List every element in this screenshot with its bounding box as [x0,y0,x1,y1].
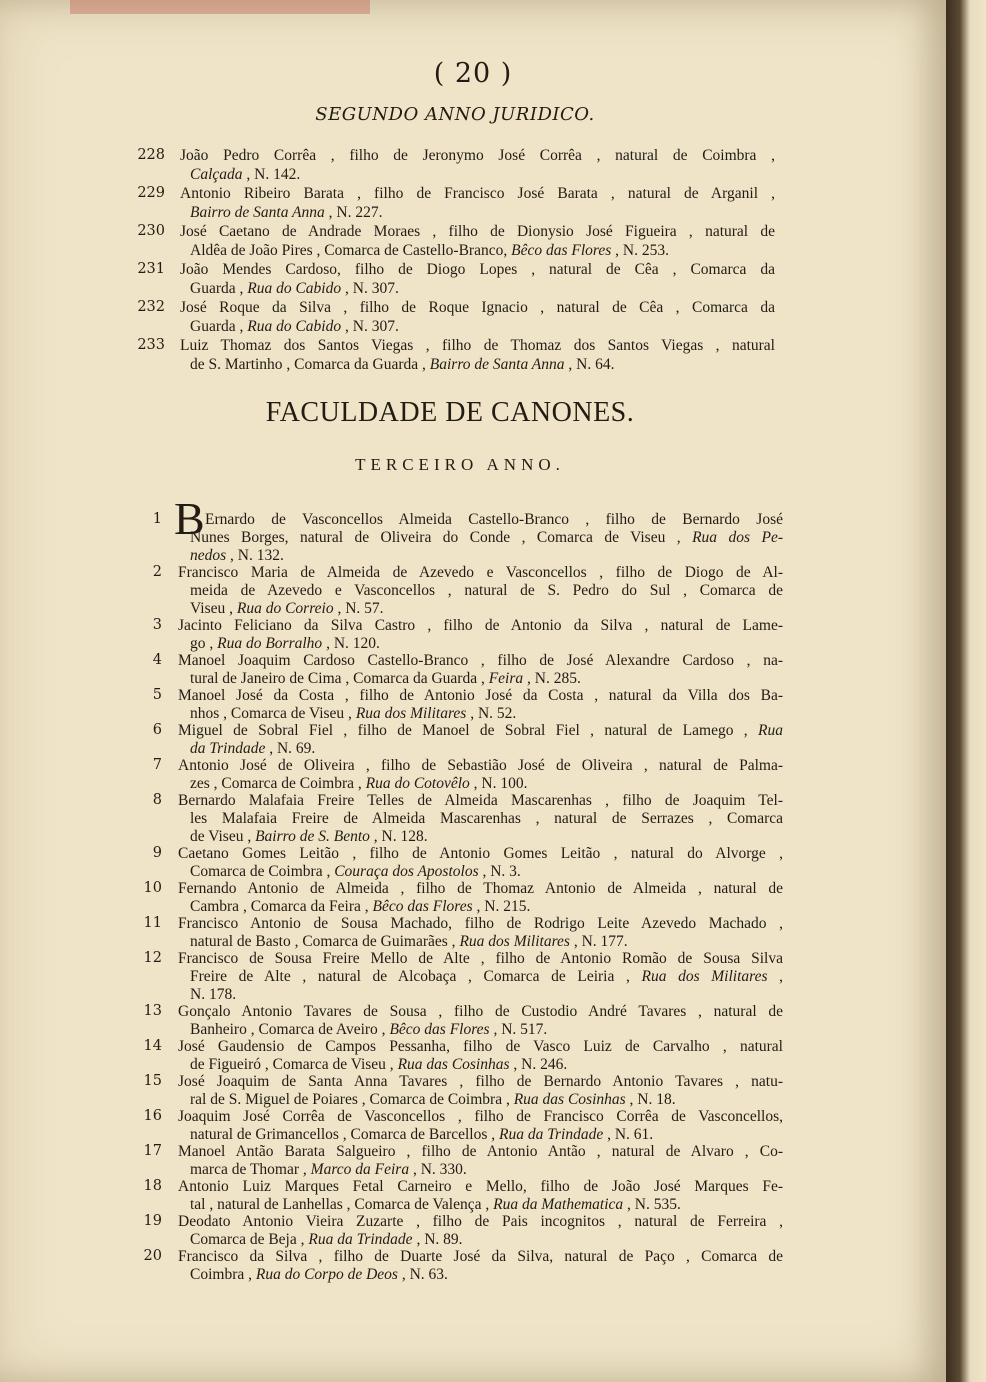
entry-line [190,967,783,986]
section-title: FACULDADE DE CANONES. [265,397,635,428]
entry-street: Bairro de Santa Anna [190,204,325,221]
entry-street: Rua dos Pe- [692,529,783,546]
entry-text: de Viseu , [190,828,256,845]
entry-street: Bêco das Flores [372,898,473,915]
entry-line [190,809,783,828]
entry-text: , N. 215. [472,898,531,915]
entry-text: Luiz Thomaz dos Santos Viegas , filho de Thomaz dos Santos Viegas , natural [180,337,775,354]
entry-street: Calçada [190,166,243,183]
entry-line [180,298,775,317]
entry-text: , N. 63. [397,1266,448,1283]
entry-text: , N. 18. [625,1091,676,1108]
entry-number: 233 [137,337,165,353]
entry-street: Feira [488,670,524,687]
entry-line [178,686,783,705]
entry-number: 1 [152,511,162,527]
entry-line [190,241,669,260]
entry-text: , N. 3. [478,863,521,880]
entry-text: de S. Martinho , Comarca da Guarda , [190,356,430,373]
entry-street: Couraça dos Apostolos [334,863,479,880]
entry-number: 17 [143,1143,162,1159]
entry-line [178,1142,783,1161]
entry-number: 2 [152,564,162,580]
entry-text: les Malafaia Freire de Almeida Mascarenhas , natural de Serrazes , Comarca [190,810,783,827]
page-stain [70,0,370,14]
entry-text: , N. 64. [564,356,615,373]
entry-text: ral de S. Miguel de Poiares , Comarca de Coimbra , [190,1091,514,1108]
entry-street: nedos [190,547,227,564]
entry-text: Aldêa de João Pires , Comarca de Castello-Branco, [190,242,512,259]
entry-line [178,651,783,670]
entry-number: 232 [137,299,165,315]
entry-street: Rua dos Militares [641,968,768,985]
entry-line [178,791,783,810]
entry-line [180,146,775,165]
entry-number: 20 [143,1248,162,1264]
entry-line [178,844,783,863]
running-head: SEGUNDO ANNO JURIDICO. [315,104,595,125]
entry-street: Rua dos Militares [355,705,467,722]
entry-text: , N. 128. [369,828,428,845]
entry-text: Guarda , [190,318,248,335]
entry-text: Manoel Joaquim Cardoso Castello-Branco , filho de José Alexandre Cardoso , na- [178,652,783,669]
entry-text: Guarda , [190,280,248,297]
entry-line [180,184,775,203]
entry-number: 6 [152,722,162,738]
entry-text: Antonio Luiz Marques Fetal Carneiro e Mello, filho de João José Marques Fe- [178,1178,783,1195]
entry-text: , N. 120. [322,635,380,652]
entry-number: 19 [143,1213,162,1229]
entry-text: Manoel José da Costa , filho de Antonio José da Costa , natural da Villa dos Ba- [178,687,783,704]
entry-street: Bairro de Santa Anna [429,356,565,373]
entry-street: Rua da Trindade [308,1231,413,1248]
entry-line [190,355,614,374]
entry-text: Jacinto Feliciano da Silva Castro , filho de Antonio da Silva , natural de Lame- [178,617,783,634]
entry-text: , N. 246. [509,1056,568,1073]
entry-text: , N. 57. [333,600,384,617]
entry-text: marca de Thomar , [190,1161,311,1178]
entry-number: 10 [143,880,162,896]
entry-text: natural de Basto , Comarca de Guimarães , [190,933,460,950]
entry-line [178,1212,783,1231]
entry-line [180,336,775,355]
entry-text: Antonio José de Oliveira , filho de Sebastião José de Oliveira , natural de Palma- [178,757,783,774]
entry-street: Bêco das Flores [389,1021,490,1038]
entry-text: Miguel de Sobral Fiel , filho de Manoel de Sobral Fiel , natural de Lamego , [178,722,759,739]
entry-text: , N. 132. [226,547,284,564]
entry-line [178,1072,783,1091]
entry-street: Rua do Corpo de Deos [255,1266,398,1283]
entry-text: tural de Janeiro de Cima , Comarca da Guarda , [190,670,489,687]
entry-number: 15 [143,1073,162,1089]
entry-line [178,563,783,582]
entry-text: , N. 285. [523,670,581,687]
entry-street: Bairro de S. Bento [255,828,370,845]
entry-text: , N. 227. [324,204,383,221]
entry-street: Rua das Cosinhas [397,1056,510,1073]
entry-line [178,756,783,775]
entry-text: , N. 61. [603,1126,654,1143]
entry-number: 230 [137,223,165,239]
entry-line [190,1265,448,1284]
entry-number: 5 [152,687,162,703]
entry-text: Joaquim José Corrêa de Vasconcellos , filho de Francisco Corrêa de Vasconcellos, [178,1108,783,1125]
entry-street: Rua das Cosinhas [513,1091,626,1108]
entry-number: 18 [143,1178,162,1194]
entry-number: 8 [152,792,162,808]
entry-text: Viseu , [190,600,237,617]
entry-text: , N. 307. [341,318,399,335]
subsection-title: TERCEIRO ANNO. [355,455,565,474]
entry-number: 229 [137,185,165,201]
entry-line [178,949,783,968]
entry-text: Fernando Antonio de Almeida , filho de Thomaz Antonio de Almeida , natural de [178,880,783,897]
entry-text: Ernardo de Vasconcellos Almeida Castello-Branco , filho de Bernardo José [205,511,783,528]
entry-text: , [767,968,784,985]
entry-text: meida de Azevedo e Vasconcellos , natural de S. Pedro do Sul , Comarca de [190,582,783,599]
entry-text: Francisco da Silva , filho de Duarte José da Silva, natural de Paço , Comarca de [178,1248,783,1265]
entry-number: 7 [152,757,162,773]
entry-number: 4 [152,652,162,668]
entry-text: go , [190,635,218,652]
entry-line [190,279,399,298]
entry-text: Manoel Antão Barata Salgueiro , filho de Antonio Antão , natural de Alvaro , Co- [178,1143,783,1160]
entry-line [178,1177,783,1196]
entry-line [178,1247,783,1266]
entry-text: , N. 100. [469,775,528,792]
entry-text: , N. 535. [623,1196,681,1213]
entry-line [205,510,783,529]
entry-number: 12 [143,950,162,966]
entry-text: Nunes Borges, natural de Oliveira do Conde , Comarca de Viseu , [190,529,693,546]
entry-text: José Caetano de Andrade Moraes , filho de Dionysio José Figueira , natural de [180,223,775,240]
entry-text: , N. 89. [412,1231,463,1248]
entry-street: Bêco das Flores [511,242,612,259]
entry-text: natural de Grimancellos , Comarca de Barcellos , [190,1126,500,1143]
entry-street: Rua [758,722,783,739]
entry-text: Francisco de Sousa Freire Mello de Alte , filho de Antonio Romão de Sousa Silva [178,950,783,967]
entry-street: Rua do Correio [236,600,334,617]
entry-street: Rua do Borralho [217,635,323,652]
entry-text: zes , Comarca de Coimbra , [190,775,366,792]
entry-text: , N. 69. [265,740,316,757]
entry-text: Banheiro , Comarca de Aveiro , [190,1021,390,1038]
entry-text: , N. 330. [409,1161,467,1178]
entry-text: , N. 52. [466,705,517,722]
entry-line [190,317,399,336]
entry-line [190,203,382,222]
entry-street: Rua dos Militares [459,933,570,950]
entry-line [178,879,783,898]
entry-text: tal , natural de Lanhellas , Comarca de Valença , [190,1196,494,1213]
entry-line [180,222,775,241]
entry-text: Francisco Maria de Almeida de Azevedo e Vasconcellos , filho de Diogo de Al- [178,564,783,581]
entry-line [178,721,783,740]
entry-text: , N. 142. [242,166,301,183]
entry-text: José Joaquim de Santa Anna Tavares , filho de Bernardo Antonio Tavares , natu- [178,1073,783,1090]
entry-text: nhos , Comarca de Viseu , [190,705,356,722]
entry-text: José Gaudensio de Campos Pessanha, filho de Vasco Luiz de Carvalho , natural [178,1038,783,1055]
entry-line [178,616,783,635]
entry-text: Francisco Antonio de Sousa Machado, filho de Rodrigo Leite Azevedo Machado , [178,915,783,932]
entry-street: Rua do Cabido [247,280,342,297]
drop-capital: B [174,493,205,544]
entry-street: Rua do Cotovêlo [365,775,470,792]
entry-text: Gonçalo Antonio Tavares de Sousa , filho de Custodio André Tavares , natural de [178,1003,783,1020]
entry-text: José Roque da Silva , filho de Roque Ignacio , natural de Cêa , Comarca da [180,299,775,316]
entry-line [190,528,783,547]
book-spine [946,0,986,1382]
entry-text: , N. 307. [341,280,399,297]
entry-text: N. 178. [190,986,237,1003]
entry-line [180,260,775,279]
entry-text: , N. 517. [489,1021,548,1038]
entry-text: Antonio Ribeiro Barata , filho de Francisco José Barata , natural de Arganil , [180,185,775,202]
entry-number: 14 [143,1038,162,1054]
entry-text: João Pedro Corrêa , filho de Jeronymo José Corrêa , natural de Coimbra , [180,147,775,164]
entry-street: Rua da Mathematica [493,1196,624,1213]
entry-line [178,1107,783,1126]
entry-text: Coimbra , [190,1266,256,1283]
entry-text: de Figueiró , Comarca de Viseu , [190,1056,398,1073]
entry-number: 231 [137,261,165,277]
entry-text: Deodato Antonio Vieira Zuzarte , filho de Pais incognitos , natural de Ferreira , [178,1213,783,1230]
entry-line [178,1037,783,1056]
entry-text: João Mendes Cardoso, filho de Diogo Lopes , natural de Cêa , Comarca da [180,261,775,278]
entry-text: Freire de Alte , natural de Alcobaça , Comarca de Leiria , [190,968,642,985]
entry-street: Marco da Feira [310,1161,410,1178]
entry-text: Bernardo Malafaia Freire Telles de Almeida Mascarenhas , filho de Joaquim Tel- [178,792,783,809]
entry-line [178,1002,783,1021]
entry-text: Caetano Gomes Leitão , filho de Antonio Gomes Leitão , natural do Alvorge , [178,845,783,862]
entry-text: Cambra , Comarca da Feira , [190,898,373,915]
entry-text: , N. 253. [611,242,669,259]
entry-line [178,914,783,933]
entry-number: 11 [143,915,162,931]
entry-line [190,165,300,184]
entry-line [190,581,783,600]
entry-street: Rua do Cabido [247,318,342,335]
entry-street: Rua da Trindade [499,1126,604,1143]
entry-number: 16 [143,1108,162,1124]
entry-number: 13 [143,1003,162,1019]
entry-number: 9 [152,845,162,861]
entry-number: 228 [137,147,165,163]
entry-text: Comarca de Beja , [190,1231,309,1248]
entry-number: 3 [152,617,162,633]
page-number: ( 20 ) [433,58,513,89]
entry-street: da Trindade [190,740,266,757]
entry-text: Comarca de Coimbra , [190,863,335,880]
entry-text: , N. 177. [569,933,628,950]
